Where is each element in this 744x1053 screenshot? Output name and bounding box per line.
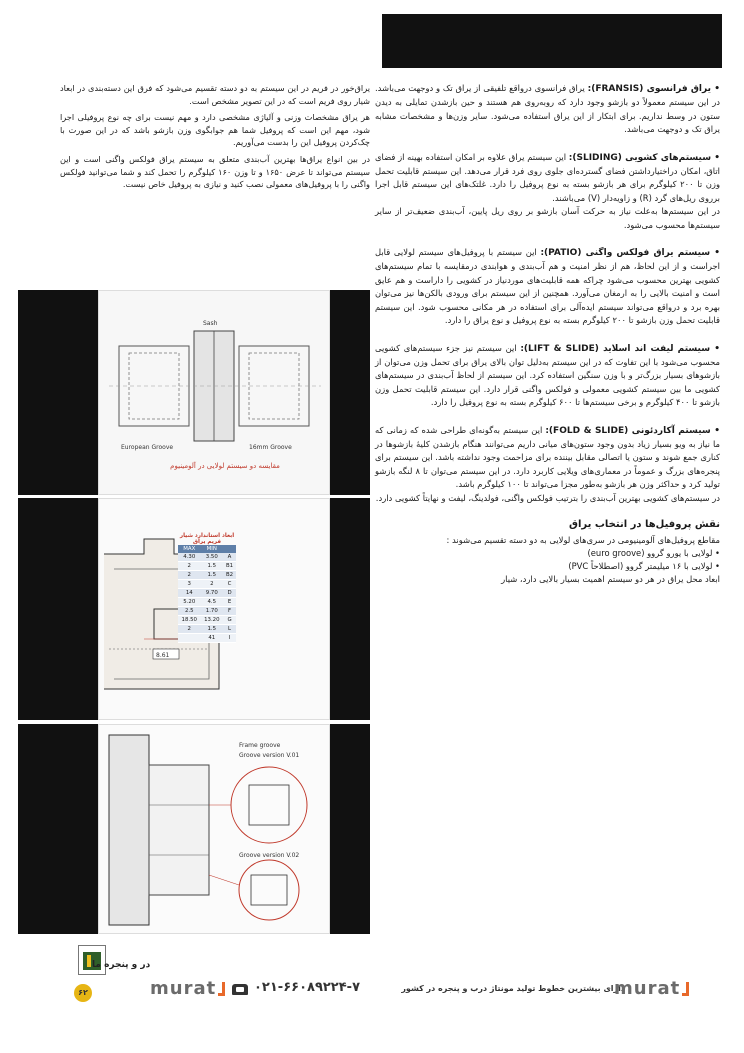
heading-fransis: • یراق فرانسوی (FRANSIS): [587, 84, 720, 94]
figure-3-groove-versions [98, 724, 330, 934]
table-header-max: MAX [178, 545, 201, 553]
table-cell: 3 [178, 580, 201, 589]
figure-3-right-bar [330, 724, 370, 934]
figure-3-left-bar [18, 724, 98, 934]
paragraph-fold-slide [375, 424, 720, 505]
table-cell: 2 [178, 625, 201, 634]
table-cell: 18.50 [178, 616, 201, 625]
section-title-profiles: نقش پروفیل‌ها در انتخاب یراق [569, 518, 720, 530]
left-paragraph-1: یراق‌خور در فریم در این سیستم به دو دسته تقسیم می‌شود که فرق این دسته‌بندی در ابعاد شیار روی فریم است که در این تصویر مشخص است. [60, 83, 370, 106]
figure-2-table-title: ابعاد استاندارد شیار فریم یراق [179, 533, 235, 545]
table-cell [178, 634, 201, 643]
text-fransis: یراق فرانسوی درواقع تلفیقی از یراق تک و دوجهت می‌باشد. در این سیستم معمولاً دو بازشو وجود دارد که روبه‌روی هم هستند و حین بازشدن تمایلی به دیدن ستون در وسط نداریم. برای ابتکار از این یراق استفاده می‌شود. سایر وزن‌ها و مشخصات مشابه یراق تک و دوجهت می‌باشد. [375, 83, 720, 135]
profiles-bullet-2: • لولایی با ۱۶ میلیمتر گروو (اصطلاحاً PVC) [568, 560, 720, 571]
heading-lift-slide: • سیستم لیفت اند اسلاید (LIFT & SLIDE): [520, 343, 721, 354]
figure-2-right-bar [330, 498, 370, 720]
brand-name-left: murat [150, 978, 217, 999]
right-column [375, 82, 720, 586]
table-cell: L [223, 625, 236, 634]
table-cell: 9.70 [201, 589, 224, 598]
table-header-row [178, 545, 236, 553]
table-header-min: MIN [201, 545, 224, 553]
table-cell: B2 [223, 571, 236, 580]
table-cell: F [223, 607, 236, 616]
left-paragraph-2: هر یراق مشخصات وزنی و آلیاژی مشخصی دارد و مهم نیست برای چه نوع پروفیلی اجرا شود، مهم این است که پروفیل شما هم جوابگوی وزن بازشو باشد که در این صورت با چک‌کردن پروفیل این را بدست می‌آوریم. [60, 112, 370, 148]
paragraph-patio [375, 246, 720, 327]
figure-1-label-16mm: 16mm Groove [249, 444, 292, 451]
left-column [60, 82, 370, 195]
table-cell: 1.5 [201, 625, 224, 634]
paragraph-fransis [375, 82, 720, 137]
paragraph-lift-slide [375, 342, 720, 410]
table-cell: B1 [223, 562, 236, 571]
brand-name-right: murat [614, 978, 681, 999]
table-row [178, 616, 236, 625]
table-cell: 4.5 [201, 598, 224, 607]
text-sliding: این سیستم یراق علاوه بر امکان استفاده بهینه از فضای اتاق، امکان دراختیارداشتن فضای گسترده‌ای جلوی روی فرد قرار می‌دهد. این سیستم قابلیت تحمل وزن تا ۲۰۰ کیلوگرم برای هر بازشو بسته به نوع پروفیل را دارد. غلتک‌های این سیستم قابل اجرا برروی ریل‌های گرد (R) و زاویه‌دار (V) می‌باشند. [375, 151, 721, 203]
figure-3-drawing [99, 725, 330, 934]
magazine-name: در و پنجره ما [92, 960, 151, 970]
table-cell: 13.20 [201, 616, 224, 625]
table-cell: D [223, 589, 236, 598]
header-banner [382, 14, 722, 68]
phone-number: ۰۲۱-۶۶۰۸۹۲۲۴-۷ [254, 980, 361, 995]
table-cell: 14 [178, 589, 201, 598]
figure-1-caption: مقایسه دو سیستم لولایی در آلومینیوم [170, 462, 280, 470]
table-cell: 2 [178, 562, 201, 571]
table-cell: G [223, 616, 236, 625]
company-tagline: دارای بیشترین خطوط تولید مونتاژ درب و پنجره در کشور [401, 984, 625, 993]
figure-1-label-euro: European Groove [121, 444, 174, 451]
text-fold-slide: این سیستم به‌گونه‌ای طراحی شده که زمانی که ما نیاز به ویو بسیار زیاد بدون وجود ستون‌های میانی داریم می‌توانند هنگام بازشدن کلیهٔ بازشوها در کناری جمع شوند و ستون یا اتصالی مقابل بیننده برای مزاحمت وجود نداشته باشد. این سیستم برای پنجره‌های بزرگ و عموماً در معماری‌های ویلایی کاربرد دارد. در این سیستم می‌توان تا ۸ لنگه بازشو تولید کرد و حداکثر وزن هر بازشو به‌طور مجزا می‌تواند تا ۱۰۰ کیلوگرم باشد. [375, 424, 720, 490]
paragraph-sliding [375, 151, 720, 232]
page-number-badge: ۶۲ [74, 984, 92, 1002]
table-cell: 41 [201, 634, 224, 643]
table-row [178, 562, 236, 571]
logo-mark [87, 955, 91, 967]
figure-1-right-bar [330, 290, 370, 495]
brand-logo-right [614, 978, 689, 999]
heading-patio: • سیستم یراق فولکس واگنی (PATIO): [540, 248, 721, 259]
table-row [178, 571, 236, 580]
profiles-intro: مقاطع پروفیل‌های آلومینیومی در سری‌های لولایی به دو دسته تقسیم می‌شوند : [446, 534, 720, 545]
figure-3-label-v02: Groove version V.02 [239, 852, 300, 859]
figure-2-left-bar [18, 498, 98, 720]
table-cell: 5.20 [178, 598, 201, 607]
table-cell: 4.30 [178, 553, 201, 562]
text-fold-slide-2: در سیستم‌های کشویی بهترین آب‌بندی را بترتیب فولکس واگنی، فولدینگ، لیفت و نهایتاً کشویی دارد. [375, 492, 720, 503]
table-row [178, 607, 236, 616]
table-row [178, 553, 236, 562]
figure-3-label-v01: Groove version V.01 [239, 752, 300, 759]
text-patio: این سیستم با پروفیل‌های سیستم لولایی قابل اجراست و از این لحاظ، هم از نظر امنیت و هم آب‌بندی و هوابندی درمقایسه با تمام سیستم‌های کشویی بهترین محسوب می‌شود چراکه همه قابلیت‌های موردنیاز در کشویی را داراست و هم عایق است و امنیت بالایی را به ارمغان می‌آورد. همچنین از این سیستم برای ورودی بالکن‌ها نیز می‌توان بهره برد و درواقع می‌تواند سیستم ایده‌آلی برای استفاده در هر مکانی محسوب شود. این سیستم قابلیت تحمل وزن بازشو تا ۲۰۰ کیلوگرم بسته به نوع پروفیل و نوع یراق را دارد. [375, 247, 720, 326]
table-cell: A [223, 553, 236, 562]
figure-3-label-frame: Frame groove [239, 742, 281, 749]
table-row [178, 598, 236, 607]
figure-2-dimension-table [178, 545, 236, 643]
table-cell: 1.70 [201, 607, 224, 616]
text-lift-slide: این سیستم نیز جزء سیستم‌های کشویی محسوب می‌شود با این تفاوت که در این سیستم به‌دلیل توان بالای یراق برای تحمل وزن می‌توان از بازشوهای بسیار بزرگ‌تر و با وزن سنگین استفاده کرد. این سیستم از لحاظ آب‌بندی در سیستم‌های کشویی ما بین سیستم کشویی معمولی و فولکس واگنی قرار دارد. این سیستم قابلیت تحمل وزن بازشو تا ۴۰۰ کیلوگرم و برخی سیستم‌ها تا ۶۰۰ کیلوگرم بسته به نوع پروفیل را دارد. [375, 342, 720, 408]
profiles-bullet-1: • لولایی با یورو گروو (euro groove) [587, 547, 720, 558]
figure-1-left-bar [18, 290, 98, 495]
table-cell: C [223, 580, 236, 589]
table-row [178, 634, 236, 643]
heading-fold-slide: • سیستم آکاردئونی (FOLD & SLIDE): [545, 425, 720, 436]
table-header-key [223, 545, 236, 553]
table-cell: 1.5 [201, 562, 224, 571]
brand-mark-left [218, 982, 225, 996]
left-paragraph-3: در بین انواع یراق‌ها بهترین آب‌بندی متعلق به سیستم یراق فولکس واگنی است و این سیستم می‌تواند تا عرض ۱۶۵۰ و تا وزن ۱۶۰ کیلوگرم را تحمل کند و شما می‌توانید فولکس واگنی را با پروفیل‌های معمولی نصب کنید و نیازی به پروفیل خاص نیست. [60, 153, 371, 190]
table-cell: E [223, 598, 236, 607]
table-cell: I [223, 634, 236, 643]
table-cell: 3.50 [201, 553, 224, 562]
text-sliding-2: در این سیستم‌ها به‌علت نیاز به حرکت آسان بازشو بر روی ریل پایین، آب‌بندی ضعیف‌تر از سایر سیستم‌ها محسوب می‌شود. [375, 206, 720, 230]
table-cell: 2 [201, 580, 224, 589]
brand-logo-left [150, 978, 225, 999]
table-row [178, 580, 236, 589]
table-row [178, 625, 236, 634]
profiles-outro: ابعاد محل یراق در هر دو سیستم اهمیت بسیار بالایی دارد، شیار [501, 573, 720, 584]
figure-2-dimension-label: 8.61 [156, 652, 170, 659]
figure-1-label-sash: Sash [203, 320, 218, 327]
table-cell: 1.5 [201, 571, 224, 580]
heading-sliding: • سیستم‌های کشویی (SLIDING): [568, 152, 720, 163]
table-row [178, 589, 236, 598]
phone-icon [232, 984, 248, 995]
brand-mark-right [682, 982, 689, 996]
table-cell: 2.5 [178, 607, 201, 616]
table-cell: 2 [178, 571, 201, 580]
